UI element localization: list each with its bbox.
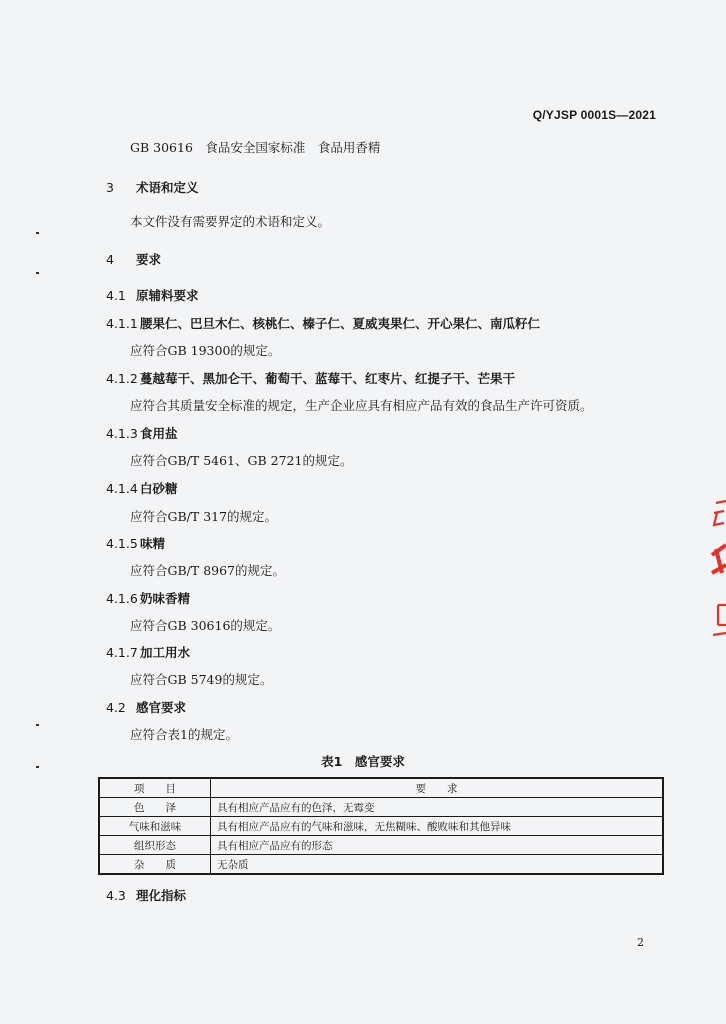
- table-1-title: 表1 感官要求: [321, 754, 405, 769]
- item-4-1-5-body: 应符合GB/T 8967的规定。: [130, 563, 286, 578]
- item-number: 4.1.3: [106, 426, 138, 441]
- section-number: 4.2: [106, 700, 126, 715]
- section-title: 术语和定义: [136, 180, 199, 195]
- table-cell-item: 杂 质: [99, 855, 211, 875]
- item-4-1-7-body: 应符合GB 5749的规定。: [130, 672, 273, 687]
- section-4-3-heading: [106, 886, 186, 904]
- item-title: 食用盐: [140, 426, 178, 441]
- section-3-heading: [106, 178, 199, 196]
- item-title: 腰果仁、巴旦木仁、核桃仁、榛子仁、夏威夷果仁、开心果仁、南瓜籽仁: [140, 316, 541, 331]
- scan-speck: [36, 724, 39, 726]
- table-row: [99, 817, 663, 836]
- table-cell-requirement: 具有相应产品应有的色泽，无霉变: [211, 798, 664, 817]
- item-4-1-1-body: 应符合GB 19300的规定。: [130, 343, 281, 358]
- table-header-requirement: 要 求: [211, 778, 664, 798]
- item-title: 味精: [140, 536, 166, 551]
- section-4-heading: [106, 250, 161, 268]
- item-number: 4.1.5: [106, 536, 138, 551]
- section-3-body: 本文件没有需要界定的术语和定义。: [130, 214, 331, 229]
- section-4-2-heading: [106, 698, 186, 716]
- item-4-1-2-heading: [106, 369, 515, 387]
- table-cell-item: 组织形态: [99, 836, 211, 855]
- document-code: Q/YJSP 0001S—2021: [532, 108, 656, 122]
- item-4-1-3-heading: [106, 424, 178, 442]
- item-number: 4.1.2: [106, 371, 138, 386]
- item-title: 白砂糖: [140, 481, 178, 496]
- sensory-requirements-table: [98, 777, 664, 875]
- table-header-row: [99, 778, 663, 798]
- table-cell-item: 气味和滋味: [99, 817, 211, 836]
- table-cell-requirement: 具有相应产品应有的形态: [211, 836, 664, 855]
- reference-standard-line: GB 30616 食品安全国家标准 食品用香精: [130, 140, 381, 155]
- item-4-1-2-body: 应符合其质量安全标准的规定，生产企业应具有相应产品有效的食品生产许可资质。: [130, 398, 593, 413]
- item-4-1-7-heading: [106, 643, 190, 661]
- table-row: [99, 836, 663, 855]
- section-number: 4.1: [106, 288, 126, 303]
- item-4-1-5-heading: [106, 534, 165, 552]
- table-row: [99, 798, 663, 817]
- table-row: [99, 855, 663, 875]
- scan-speck: [36, 272, 39, 274]
- section-title: 要求: [136, 252, 162, 267]
- item-number: 4.1.1: [106, 316, 138, 331]
- item-title: 蔓越莓干、黑加仑干、葡萄干、蓝莓干、红枣片、红提子干、芒果干: [140, 371, 516, 386]
- item-4-1-3-body: 应符合GB/T 5461、GB 2721的规定。: [130, 453, 353, 468]
- item-number: 4.1.7: [106, 645, 138, 660]
- stamp-stroke-lower: [713, 605, 726, 635]
- scan-speck: [36, 232, 39, 234]
- stamp-stroke-middle: [712, 545, 726, 573]
- section-title: 原辅料要求: [136, 288, 199, 303]
- red-seal-stamp-fragment: [702, 495, 726, 645]
- item-number: 4.1.6: [106, 591, 138, 606]
- table-header-item: 项 目: [99, 778, 211, 798]
- table-cell-requirement: 无杂质: [211, 855, 664, 875]
- section-number: 4.3: [106, 888, 126, 903]
- scan-speck: [36, 766, 39, 768]
- section-4-2-body: 应符合表1的规定。: [130, 727, 238, 742]
- item-number: 4.1.4: [106, 481, 138, 496]
- item-4-1-4-heading: [106, 479, 178, 497]
- section-number: 4: [106, 252, 114, 267]
- page-number: 2: [637, 936, 644, 949]
- section-4-1-heading: [106, 286, 199, 304]
- section-title: 感官要求: [136, 700, 187, 715]
- section-title: 理化指标: [136, 888, 187, 903]
- table-cell-item: 色 泽: [99, 798, 211, 817]
- stamp-stroke-upper: [714, 501, 726, 525]
- item-4-1-6-body: 应符合GB 30616的规定。: [130, 618, 281, 633]
- item-title: 奶味香精: [140, 591, 191, 606]
- section-number: 3: [106, 180, 114, 195]
- item-title: 加工用水: [140, 645, 191, 660]
- item-4-1-4-body: 应符合GB/T 317的规定。: [130, 509, 278, 524]
- item-4-1-1-heading: [106, 314, 540, 332]
- item-4-1-6-heading: [106, 589, 190, 607]
- table-cell-requirement: 具有相应产品应有的气味和滋味，无焦糊味、酸败味和其他异味: [211, 817, 664, 836]
